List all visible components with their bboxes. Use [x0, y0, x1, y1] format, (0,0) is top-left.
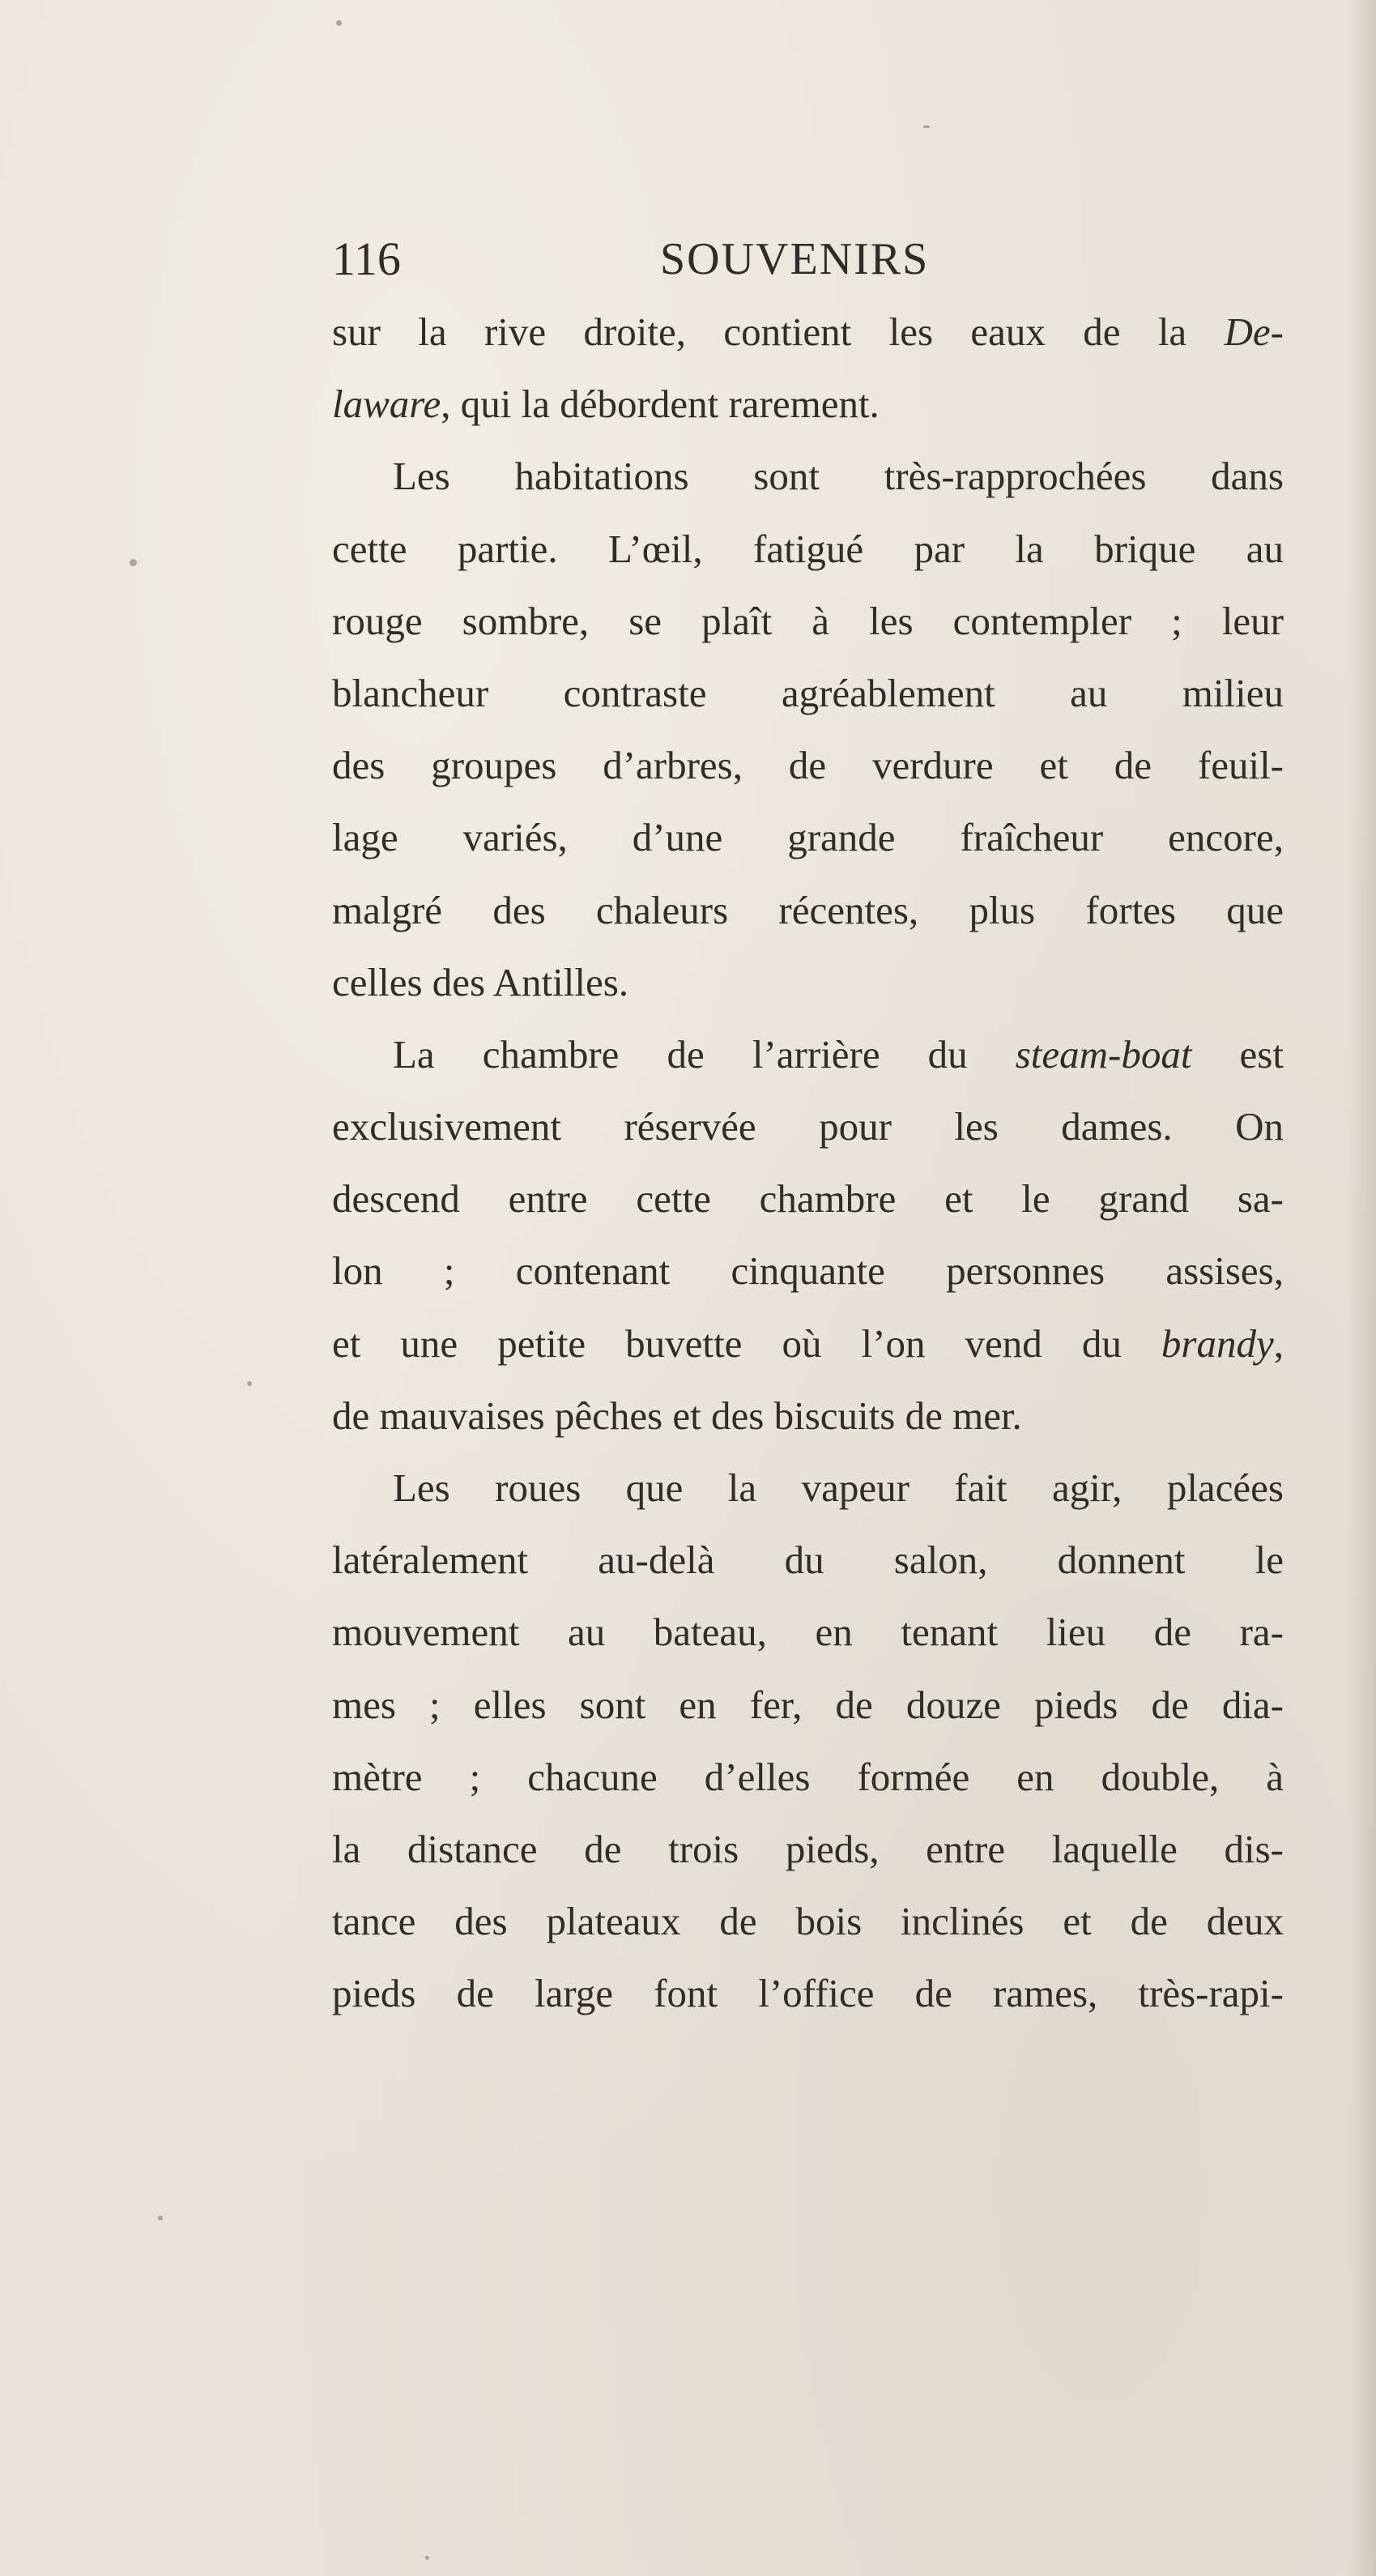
paragraph-first-line: Les roues que la vapeur fait agir, placées: [393, 1465, 1284, 1510]
text-line: tance des plateaux de bois inclinés et de deux: [332, 1899, 1284, 1944]
paper-speck: [336, 20, 342, 26]
text-line: des groupes d’arbres, de verdure et de feuil-: [332, 743, 1284, 788]
page-header: [332, 231, 1284, 296]
text-line: [332, 1307, 1284, 1380]
running-head: SOUVENIRS: [660, 234, 930, 284]
text-line: celles des Antilles.: [332, 959, 629, 1004]
paper-speck: [130, 559, 137, 566]
text-line: [332, 296, 1284, 368]
text-run: est: [1191, 1031, 1284, 1077]
italic-text: steam-boat: [1015, 1031, 1192, 1077]
text-line: cette partie. L’œil, fatigué par la brique au: [332, 526, 1284, 571]
paper-speck: [923, 126, 930, 128]
text-run: sur la rive droite, contient les eaux de la: [332, 309, 1225, 354]
text-line: de mauvaises pêches et des biscuits de mer.: [332, 1392, 1022, 1438]
text-line: la distance de trois pieds, entre laquelle dis-: [332, 1826, 1284, 1871]
page-edge-shadow: [1347, 0, 1376, 2576]
text-run: et une petite buvette où l’on vend du: [332, 1320, 1161, 1366]
text-line: mouvement au bateau, en tenant lieu de ra-: [332, 1610, 1284, 1655]
italic-text: De-: [1224, 309, 1284, 354]
body-text: [332, 296, 1284, 2030]
text-line: malgré des chaleurs récentes, plus fortes que: [332, 887, 1284, 932]
text-run: ,: [1273, 1320, 1284, 1366]
text-line: lon ; contenant cinquante personnes assises,: [332, 1248, 1284, 1294]
paper-speck: [425, 2556, 429, 2560]
text-line: mètre ; chacune d’elles formée en double, à: [332, 1754, 1284, 1799]
text-line: latéralement au-delà du salon, donnent le: [332, 1537, 1284, 1583]
text-run: , qui la débordent rarement.: [441, 382, 880, 427]
text-run: La chambre de l’arrière du: [393, 1031, 1016, 1077]
paper-speck: [247, 1381, 252, 1386]
text-line: lage variés, d’une grande fraîcheur encore,: [332, 815, 1284, 860]
text-line: blancheur contraste agréablement au milieu: [332, 670, 1284, 715]
italic-text: laware: [332, 382, 441, 427]
text-line: mes ; elles sont en fer, de douze pieds de dia-: [332, 1682, 1284, 1727]
text-line: descend entre cette chambre et le grand sa-: [332, 1176, 1284, 1222]
text-line: rouge sombre, se plaît à les contempler ; leur: [332, 598, 1284, 643]
page-number: 116: [332, 232, 401, 285]
paragraph-first-line: Les habitations sont très-rapprochées dans: [393, 454, 1284, 499]
text-line: exclusivement réservée pour les dames. On: [332, 1104, 1284, 1149]
text-line: pieds de large font l’office de rames, très-rapi-: [332, 1971, 1284, 2016]
paragraph-first-line: [332, 1018, 1284, 1090]
paper-speck: [158, 2216, 163, 2220]
italic-text: brandy: [1161, 1320, 1274, 1366]
text-line: [332, 368, 1284, 440]
